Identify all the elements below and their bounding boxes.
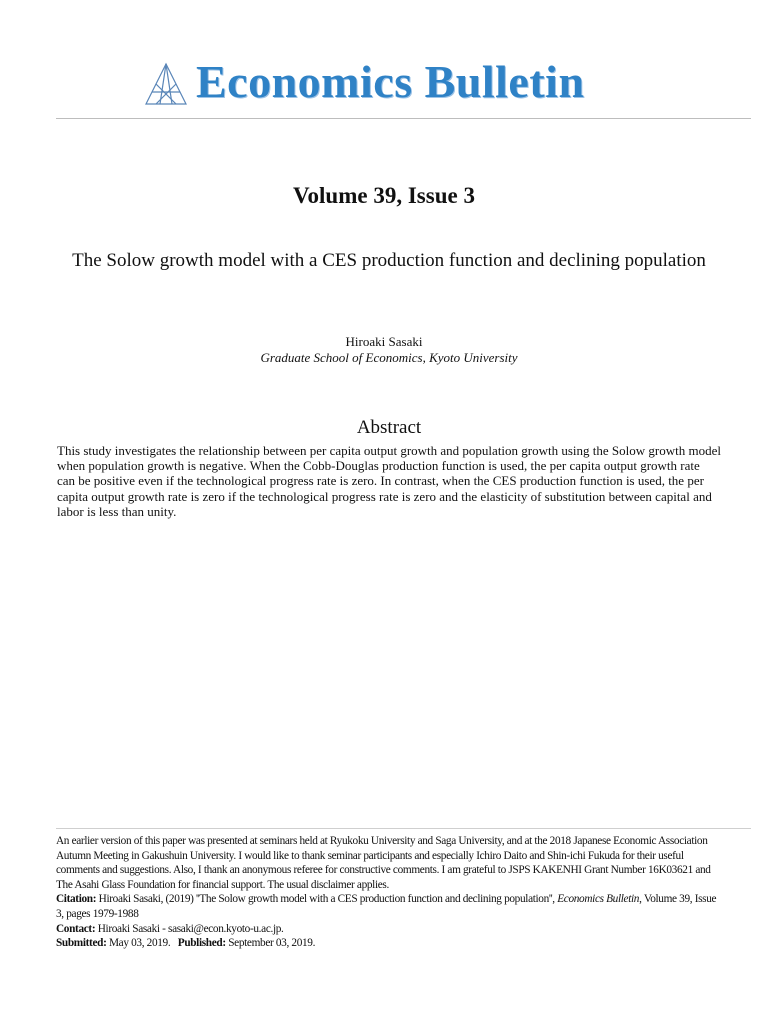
abstract-heading: Abstract	[356, 417, 422, 438]
acknowledgement-note: An earlier version of this paper was presented at seminars held at Ryukoku University and Saga University, and at the 2018 Japanese Economic Association Autumn Meeting in Gakushuin University. I would like to thank seminar participants and especially Ichiro Daito and Shin-ichi Fukuda for their useful comments and suggestions. Also, I thank an anonymous referee for constructive comments. I am grateful to JSPS KAKENHI Grant Number 16K03621 and The Asahi Glass Foundation for financial support. The usual disclaimer applies.	[56, 835, 711, 891]
abstract-text: This study investigates the relationship between per capita output growth and population growth using the Solow growth model when population growth is negative. When the Cobb-Douglas production function is used, the per capita output growth rate can be positive even if the technological progress rate is zero. In contrast, when the CES production function is used, the per capita output growth rate is zero if the technological progress rate is zero and the elasticity of substitution between capital and labor is less than unity.	[57, 443, 721, 519]
published-label: Published:	[177, 937, 226, 950]
contact-label: Contact:	[56, 922, 96, 935]
footer-divider	[56, 828, 751, 829]
author-affiliation: Graduate School of Economics, Kyoto University	[260, 350, 518, 365]
citation-line	[56, 892, 721, 921]
citation-label: Citation:	[56, 893, 97, 906]
submitted-date: May 03, 2019.	[108, 937, 171, 950]
published-date: September 03, 2019.	[228, 937, 316, 950]
contact-line	[56, 922, 721, 937]
citation-journal: Economics Bulletin	[557, 893, 640, 906]
dates-line	[56, 936, 721, 951]
header-divider	[56, 118, 751, 119]
volume-issue: Volume 39, Issue 3	[293, 183, 475, 208]
citation-text: Hiroaki Sasaki, (2019) ''The Solow growth model with a CES production function and declining population'',	[98, 893, 558, 906]
author-name: Hiroaki Sasaki	[345, 334, 423, 349]
contact-text[interactable]: Hiroaki Sasaki - sasaki@econ.kyoto-u.ac.jp.	[97, 922, 284, 935]
submitted-label: Submitted:	[56, 937, 107, 950]
triangle-mesh-logo-icon	[142, 62, 190, 106]
citation-details: , Volume 39, Issue 3, pages 1979-1988	[56, 893, 717, 920]
journal-name[interactable]: Economics Bulletin	[196, 56, 585, 107]
paper-title: The Solow growth model with a CES production function and declining population	[72, 250, 706, 271]
footnote-block	[56, 834, 721, 951]
journal-masthead	[0, 56, 768, 108]
